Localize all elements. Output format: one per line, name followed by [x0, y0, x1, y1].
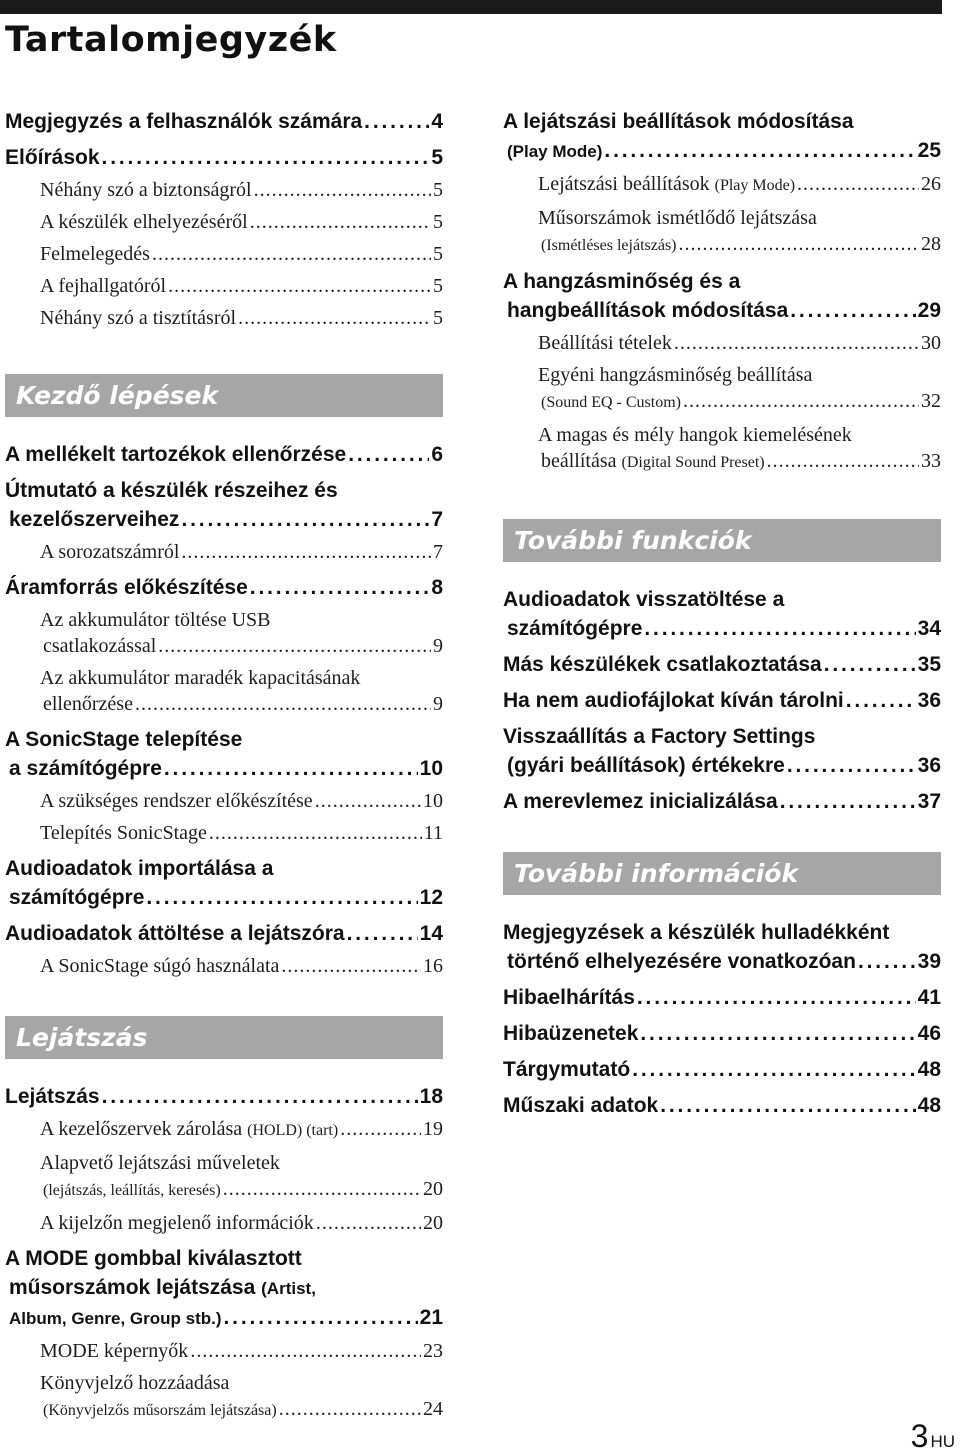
toc-entry-title: Egyéni hangzásminőség beállítása: [538, 364, 813, 386]
toc-entry-line: [538, 362, 941, 388]
toc-entry[interactable]: [5, 102, 443, 138]
dot-leader: [790, 296, 915, 325]
toc-entry-title: csatlakozással: [43, 635, 157, 657]
toc-page-number: 10: [423, 790, 443, 812]
dot-leader: [250, 209, 431, 235]
toc-entry-line: [538, 448, 941, 476]
toc-page-number: 24: [423, 1398, 443, 1420]
toc-entry-title: A SonicStage telepítése: [5, 728, 243, 751]
toc-subentry[interactable]: [5, 1147, 443, 1207]
toc-entry-line: [538, 330, 941, 356]
toc-entry-line: [5, 1303, 443, 1333]
dot-leader: [316, 1210, 421, 1236]
toc-entry[interactable]: [503, 913, 941, 978]
toc-entry-line: [40, 788, 443, 814]
toc-entry-line: [40, 665, 443, 691]
toc-entry-line: [503, 1019, 941, 1048]
toc-entry-note: (Sound EQ - Custom): [541, 394, 681, 411]
toc-page-number: 36: [917, 754, 941, 777]
section-header: További információk: [503, 852, 941, 895]
toc-entry-title: A kezelőszervek zárolása: [40, 1118, 243, 1140]
dot-leader: [250, 573, 430, 602]
toc-entry-line: [5, 1273, 443, 1303]
toc-entry-title: A merevlemez inicializálása: [503, 790, 778, 813]
toc-subentry[interactable]: [503, 327, 941, 359]
dot-leader: [767, 448, 919, 474]
dot-leader: [223, 1176, 421, 1202]
toc-right-column: [503, 102, 941, 1122]
toc-subentry[interactable]: [503, 202, 941, 262]
toc-entry-line: [5, 440, 443, 469]
toc-entry-line: [40, 953, 443, 979]
toc-entry-title: Visszaállítás a Factory Settings: [503, 725, 816, 748]
toc-entry-title: számítógépre: [9, 886, 145, 909]
toc-subentry[interactable]: [5, 817, 443, 849]
dot-leader: [348, 440, 429, 469]
toc-entry-title: Néhány szó a tisztításról: [40, 307, 237, 329]
toc-subentry[interactable]: [5, 536, 443, 568]
toc-entry-line: [40, 607, 443, 633]
toc-page-number: 19: [423, 1118, 443, 1140]
toc-page-number: 25: [917, 139, 941, 162]
toc-page-number: 12: [419, 886, 443, 909]
toc-entry-note: (Play Mode): [714, 177, 796, 194]
toc-entry-title: Előírások: [5, 146, 100, 169]
toc-entry-title: A kijelzőn megjelenő információk: [40, 1212, 314, 1234]
toc-entry-title: Néhány szó a biztonságról: [40, 179, 252, 201]
toc-entry-title: Műszaki adatok: [503, 1094, 659, 1117]
dot-leader: [279, 1396, 421, 1422]
toc-entry-line: [503, 1055, 941, 1084]
dot-leader: [209, 820, 422, 846]
toc-subentry[interactable]: [503, 359, 941, 419]
toc-entry-line: [503, 787, 941, 816]
toc-page-number: 28: [921, 233, 941, 255]
dot-leader: [364, 107, 429, 136]
dot-leader: [632, 1055, 915, 1084]
toc-page-number: 4: [431, 110, 443, 133]
toc-subentry[interactable]: [5, 206, 443, 238]
toc-entry[interactable]: [5, 1077, 443, 1113]
toc-page-number: 21: [419, 1306, 443, 1329]
toc-entry-line: [40, 1210, 443, 1236]
toc-page-number: 5: [433, 211, 443, 233]
toc-page-number: 36: [917, 689, 941, 712]
toc-page-number: 7: [431, 508, 443, 531]
dot-leader: [181, 505, 429, 534]
toc-entry[interactable]: [503, 262, 941, 327]
toc-entry-title: Tárgymutató: [503, 1058, 631, 1081]
dot-leader: [797, 171, 919, 197]
toc-entry-line: [503, 1091, 941, 1120]
toc-entry-line: [503, 585, 941, 614]
toc-entry-title: Könyvjelző hozzáadása: [40, 1372, 230, 1394]
toc-entry-title: Útmutató a készülék részeihez és: [5, 479, 338, 502]
toc-entry-title: Beállítási tételek: [538, 332, 672, 354]
toc-entry-line: [503, 267, 941, 296]
toc-entry-note: (HOLD) (tart): [247, 1122, 339, 1139]
toc-entry-title: A fejhallgatóról: [40, 275, 167, 297]
dot-leader: [340, 1116, 421, 1142]
toc-entry[interactable]: [5, 568, 443, 604]
toc-entry[interactable]: [5, 138, 443, 174]
toc-page-number: 18: [419, 1085, 443, 1108]
toc-subentry[interactable]: [5, 604, 443, 662]
dot-leader: [604, 136, 915, 165]
toc-entry-line: [503, 296, 941, 325]
toc-entry-line: [5, 476, 443, 505]
toc-entry-line: [503, 686, 941, 715]
toc-entry-line: [5, 143, 443, 172]
toc-entry-title: Hibaüzenetek: [503, 1022, 639, 1045]
toc-entry-line: [40, 1150, 443, 1176]
dot-leader: [679, 231, 920, 257]
toc-page-number: 26: [921, 173, 941, 195]
dot-leader: [824, 650, 916, 679]
toc-entry-line: [5, 919, 443, 948]
dot-leader: [780, 787, 916, 816]
toc-entry-line: [5, 505, 443, 534]
toc-entry-line: [40, 177, 443, 203]
toc-entry-line: [40, 209, 443, 235]
toc-entry-title: Audioadatok importálása a: [5, 857, 274, 880]
dot-leader: [347, 919, 418, 948]
dot-leader: [102, 1082, 418, 1111]
toc-entry-note: (Play Mode): [507, 142, 603, 161]
toc-entry-line: [538, 422, 941, 448]
toc-page-number: 9: [433, 693, 443, 715]
toc-entry-title: Hibaelhárítás: [503, 986, 635, 1009]
toc-entry-title: (gyári beállítások) értékekre: [507, 754, 785, 777]
toc-entry-title: A szükséges rendszer előkészítése: [40, 790, 313, 812]
toc-entry-line: [503, 614, 941, 643]
toc-entry[interactable]: [5, 720, 443, 785]
toc-entry-line: [503, 947, 941, 976]
toc-entry-line: [5, 1082, 443, 1111]
toc-entry-title: ellenőrzése: [43, 693, 133, 715]
toc-entry-title: Műsorszámok ismétlődő lejátszása: [538, 207, 817, 229]
toc-entry-line: [40, 539, 443, 565]
dot-leader: [683, 388, 919, 414]
toc-page-number: 32: [921, 390, 941, 412]
toc-entry[interactable]: [503, 580, 941, 645]
toc-page-number: 5: [433, 307, 443, 329]
toc-entry-title: A SonicStage súgó használata: [40, 955, 280, 977]
toc-entry-title: A hangzásminőség és a: [503, 270, 741, 293]
toc-entry-title: Más készülékek csatlakoztatása: [503, 653, 822, 676]
dot-leader: [152, 241, 431, 267]
toc-subentry[interactable]: [503, 419, 941, 479]
toc-page-number: 20: [423, 1178, 443, 1200]
toc-entry-note: (lejátszás, leállítás, keresés): [43, 1182, 221, 1199]
toc-page-number: 29: [917, 299, 941, 322]
toc-subentry[interactable]: [5, 174, 443, 206]
dot-leader: [644, 614, 915, 643]
toc-entry-note: (Artist,: [261, 1279, 316, 1298]
toc-entry-line: [503, 983, 941, 1012]
toc-subentry[interactable]: [5, 1113, 443, 1147]
page-title: Tartalomjegyzék: [5, 20, 337, 60]
toc-page-number: 46: [917, 1022, 941, 1045]
toc-entry-title: hangbeállítások módosítása: [507, 299, 789, 322]
toc-page-number: 14: [419, 922, 443, 945]
toc-entry-title: kezelőszerveihez: [9, 508, 180, 531]
toc-subentry[interactable]: [5, 1207, 443, 1239]
toc-entry-line: [503, 136, 941, 166]
toc-entry[interactable]: [503, 681, 941, 717]
toc-entry-line: [5, 883, 443, 912]
toc-subentry[interactable]: [5, 950, 443, 982]
toc-entry-note: (Digital Sound Preset): [621, 454, 765, 471]
toc-page-number: 11: [423, 822, 443, 844]
toc-entry-title: Alapvető lejátszási műveletek: [40, 1152, 280, 1174]
section-header: Lejátszás: [5, 1016, 443, 1059]
toc-entry[interactable]: [5, 1239, 443, 1335]
toc-entry[interactable]: [5, 435, 443, 471]
dot-leader: [146, 883, 417, 912]
toc-entry[interactable]: [503, 1086, 941, 1122]
toc-entry-title: történő elhelyezésére vonatkozóan: [507, 950, 856, 973]
toc-page-number: 23: [423, 1340, 443, 1362]
toc-entry-title: Felmelegedés: [40, 243, 150, 265]
dot-leader: [135, 691, 431, 717]
page-language: HU: [930, 1432, 955, 1451]
toc-entry-title: A mellékelt tartozékok ellenőrzése: [5, 443, 347, 466]
toc-entry-line: [538, 388, 941, 416]
toc-entry[interactable]: [503, 782, 941, 818]
dot-leader: [787, 751, 916, 780]
toc-entry-line: [40, 273, 443, 299]
toc-entry-title: Az akkumulátor töltése USB: [40, 609, 271, 631]
toc-page-number: 39: [917, 950, 941, 973]
toc-entry-line: [538, 205, 941, 231]
toc-entry-title: MODE képernyők: [40, 1340, 189, 1362]
toc-entry-line: [40, 1338, 443, 1364]
toc-entry-line: [40, 1176, 443, 1204]
dot-leader: [315, 788, 421, 814]
toc-entry-line: [5, 1244, 443, 1273]
toc-entry-line: [538, 231, 941, 259]
toc-entry-line: [538, 171, 941, 199]
toc-entry-line: [5, 725, 443, 754]
toc-page-number: 48: [917, 1094, 941, 1117]
toc-subentry[interactable]: [5, 238, 443, 270]
toc-entry-title: beállítása: [541, 450, 617, 472]
toc-entry-line: [5, 573, 443, 602]
toc-entry[interactable]: [503, 102, 941, 168]
toc-page-number: 10: [419, 757, 443, 780]
toc-page-number: 5: [433, 275, 443, 297]
toc-subentry[interactable]: [5, 1335, 443, 1367]
dot-leader: [168, 273, 431, 299]
toc-entry-title: Megjegyzések a készülék hulladékként: [503, 921, 890, 944]
toc-entry-line: [503, 722, 941, 751]
toc-entry[interactable]: [5, 471, 443, 536]
toc-entry-title: Megjegyzés a felhasználók számára: [5, 110, 363, 133]
toc-entry-title: A sorozatszámról: [40, 541, 180, 563]
toc-page-number: 41: [917, 986, 941, 1009]
toc-page-number: 9: [433, 635, 443, 657]
toc-page-number: 6: [431, 443, 443, 466]
toc-entry-title: Telepítés SonicStage: [40, 822, 207, 844]
toc-page-number: 5: [433, 243, 443, 265]
dot-leader: [846, 686, 916, 715]
dot-leader: [181, 539, 431, 565]
toc-subentry[interactable]: [5, 270, 443, 302]
toc-entry-line: [503, 751, 941, 780]
dot-leader: [164, 754, 418, 783]
dot-leader: [858, 947, 916, 976]
toc-entry-line: [5, 854, 443, 883]
toc-entry-line: [40, 1396, 443, 1424]
toc-entry-note: (Könyvjelzős műsorszám lejátszása): [43, 1402, 277, 1419]
toc-entry-note: Album, Genre, Group stb.): [9, 1309, 222, 1328]
toc-entry-title: számítógépre: [507, 617, 643, 640]
toc-entry-line: [40, 241, 443, 267]
toc-subentry[interactable]: [5, 302, 443, 334]
toc-entry[interactable]: [503, 978, 941, 1014]
toc-entry[interactable]: [503, 717, 941, 782]
toc-entry-title: A magas és mély hangok kiemelésének: [538, 424, 852, 446]
toc-entry-line: [503, 650, 941, 679]
toc-left-column: [5, 102, 443, 1427]
toc-entry[interactable]: [503, 645, 941, 681]
dot-leader: [640, 1019, 915, 1048]
dot-leader: [637, 983, 916, 1012]
toc-entry-title: Ha nem audiofájlokat kíván tárolni: [503, 689, 844, 712]
section-header: További funkciók: [503, 519, 941, 562]
toc-entry-line: [40, 820, 443, 846]
toc-entry-note: (Ismétléses lejátszás): [541, 237, 677, 254]
toc-page-number: 48: [917, 1058, 941, 1081]
toc-entry-line: [40, 1116, 443, 1144]
toc-page-number: 34: [917, 617, 941, 640]
toc-page-number: 16: [423, 955, 443, 977]
toc-entry-line: [40, 633, 443, 659]
dot-leader: [190, 1338, 421, 1364]
toc-entry-title: A MODE gombbal kiválasztott: [5, 1247, 302, 1270]
dot-leader: [102, 143, 430, 172]
toc-entry-title: Lejátszási beállítások: [538, 173, 710, 195]
toc-entry[interactable]: [5, 849, 443, 914]
toc-entry-line: [40, 1370, 443, 1396]
dot-leader: [281, 953, 421, 979]
toc-entry-line: [5, 754, 443, 783]
toc-page-number: 30: [921, 332, 941, 354]
toc-subentry[interactable]: [5, 1367, 443, 1427]
toc-entry-title: Lejátszás: [5, 1085, 100, 1108]
toc-page-number: 7: [433, 541, 443, 563]
toc-subentry[interactable]: [503, 168, 941, 202]
top-rule: [0, 0, 942, 14]
toc-entry-title: Audioadatok áttöltése a lejátszóra: [5, 922, 345, 945]
toc-entry-title: Az akkumulátor maradék kapacitásának: [40, 667, 361, 689]
toc-entry-line: [503, 918, 941, 947]
page-number: [911, 1418, 955, 1455]
toc-page-number: 5: [433, 179, 443, 201]
toc-page-number: 35: [917, 653, 941, 676]
toc-entry-line: [40, 305, 443, 331]
dot-leader: [158, 633, 431, 659]
toc-page-number: 20: [423, 1212, 443, 1234]
toc-entry-title: Audioadatok visszatöltése a: [503, 588, 785, 611]
toc-subentry[interactable]: [5, 662, 443, 720]
toc-entry-title: műsorszámok lejátszása: [9, 1276, 256, 1299]
dot-leader: [254, 177, 431, 203]
dot-leader: [674, 330, 919, 356]
toc-entry-title: A lejátszási beállítások módosítása: [503, 110, 854, 133]
section-header: Kezdő lépések: [5, 374, 443, 417]
toc-page-number: 33: [921, 450, 941, 472]
page-number-value: 3: [910, 1418, 929, 1454]
toc-page-number: 5: [431, 146, 443, 169]
toc-entry-title: a számítógépre: [9, 757, 162, 780]
toc-page-number: 37: [917, 790, 941, 813]
toc-entry-line: [503, 107, 941, 136]
toc-page-number: 8: [431, 576, 443, 599]
toc-subentry[interactable]: [5, 785, 443, 817]
toc-entry[interactable]: [503, 1014, 941, 1050]
toc-entry-title: A készülék elhelyezéséről: [40, 211, 248, 233]
toc-entry-line: [5, 107, 443, 136]
toc-entry-title: Áramforrás előkészítése: [5, 576, 248, 599]
dot-leader: [660, 1091, 915, 1120]
toc-entry[interactable]: [5, 914, 443, 950]
toc-entry-line: [40, 691, 443, 717]
toc-entry[interactable]: [503, 1050, 941, 1086]
dot-leader: [238, 305, 431, 331]
dot-leader: [224, 1303, 418, 1332]
